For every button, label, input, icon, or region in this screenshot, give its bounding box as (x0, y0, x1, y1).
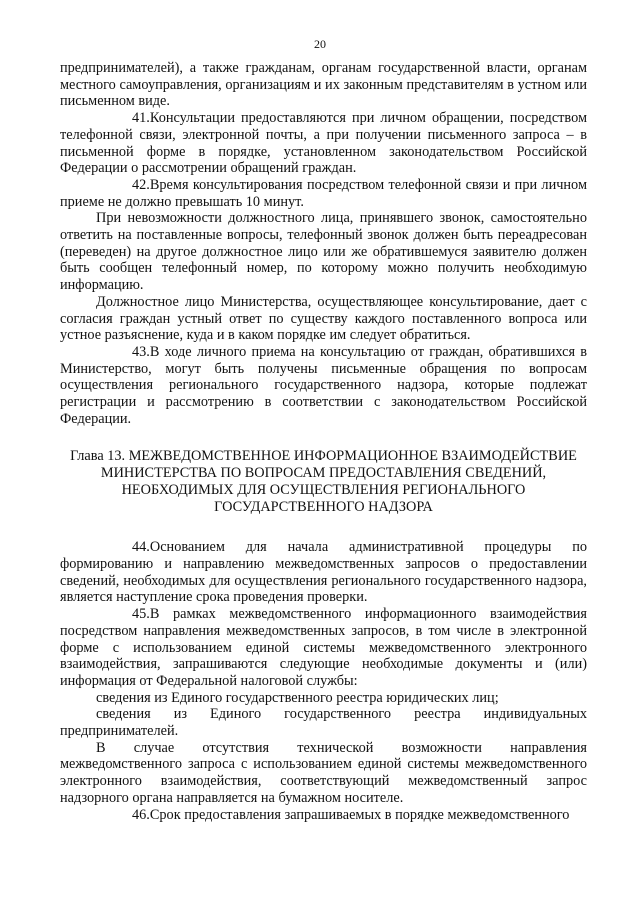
list-item-entrepreneurs (60, 706, 587, 739)
paragraph-42 (60, 177, 587, 210)
paragraph-text: сведения из Единого государственного реестра индивидуальных предпринимателей. (60, 706, 587, 740)
chapter-heading: Глава 13. МЕЖВЕДОМСТВЕННОЕ ИНФОРМАЦИОННОЕ ВЗАИМОДЕЙСТВИЕ МИНИСТЕРСТВА ПО ВОПРОСАМ ПРЕДОСТАВЛЕНИЯ СВЕДЕНИЙ, НЕОБХОДИМЫХ ДЛЯ ОСУЩЕСТВЛЕНИЯ РЕГИОНАЛЬНОГО ГОСУДАРСТВЕННОГО НАДЗОРА (70, 448, 577, 515)
list-item-legal-entities (60, 690, 587, 707)
paragraph-text: При невозможности должностного лица, принявшего звонок, самостоятельно ответить на поставленные вопросы, телефонный звонок должен быть переадресован (переведен) на другое должностное лицо или же обратившемуся заявителю должен быть сообщен телефонный номер, по которому можно получить необходимую информацию. (60, 210, 587, 294)
paragraph-text: предпринимателей), а также гражданам, органам государственной власти, органам местного самоуправления, организациям и их законным представителям в устном или письменном виде. (60, 60, 587, 110)
paragraph-number: 41. (132, 110, 150, 127)
paragraph-text: Консультации предоставляются при личном обращении, посредством телефонной связи, электронной почты, а при получении письменного запроса – в письменной форме в порядке, установленном законодательством Российской Федерации о рассмотрении обращений граждан. (60, 110, 587, 177)
paragraph-43 (60, 344, 587, 428)
paragraph-text: Основанием для начала административной процедуры по формированию и направлению межведомственных запросов о предоставлении сведений, необходимых для осуществления регионального государственного надзора, является наступление срока проведения проверки. (60, 539, 587, 606)
paragraph-number: 44. (132, 539, 150, 556)
paragraph-44 (60, 539, 587, 606)
document-body (60, 60, 587, 823)
paragraph-number: 42. (132, 176, 150, 193)
paragraph-45-part-2 (60, 740, 587, 807)
paragraph-46 (60, 807, 587, 824)
paragraph-42-part-2 (60, 210, 587, 294)
paragraph-45 (60, 606, 587, 690)
paragraph-41 (60, 110, 587, 177)
paragraph-number: 46. (132, 806, 150, 823)
paragraph-42-part-3 (60, 294, 587, 344)
paragraph-continuation (60, 60, 587, 110)
paragraph-text: В случае отсутствия технической возможности направления межведомственного запроса с использованием единой системы межведомственного электронного взаимодействия, соответствующий межведомственный запрос надзорного органа направляется на бумажном носителе. (60, 739, 587, 806)
paragraph-text: сведения из Единого государственного реестра юридических лиц; (96, 689, 499, 706)
paragraph-text: Должностное лицо Министерства, осуществляющее консультирование, дает с согласия граждан устный ответ по существу каждого поставленного вопроса или устное разъяснение, куда и в каком порядке им следует обратиться. (60, 293, 587, 344)
paragraph-number: 45. (132, 606, 150, 623)
paragraph-text: В рамках межведомственного информационного взаимодействия посредством направления межведомственных запросов, в том числе в электронной форме с использованием единой системы межведомственного электронного взаимодействия, запрашиваются следующие необходимые документы и (или) информация от Федеральной налоговой службы: (60, 606, 587, 689)
paragraph-text: Время консультирования посредством телефонной связи и при личном приеме не должно превышать 10 минут. (60, 176, 587, 210)
paragraph-number: 43. (132, 343, 150, 360)
paragraph-text: Срок предоставления запрашиваемых в порядке межведомственного (149, 806, 570, 823)
page-number: 20 (314, 37, 326, 51)
paragraph-text: В ходе личного приема на консультацию от граждан, обратившихся в Министерство, могут быть получены письменные обращения по вопросам осуществления регионального государственного надзора, которые подлежат регистрации и рассмотрению в соответствии с законодательством Российской Федерации. (60, 343, 587, 427)
